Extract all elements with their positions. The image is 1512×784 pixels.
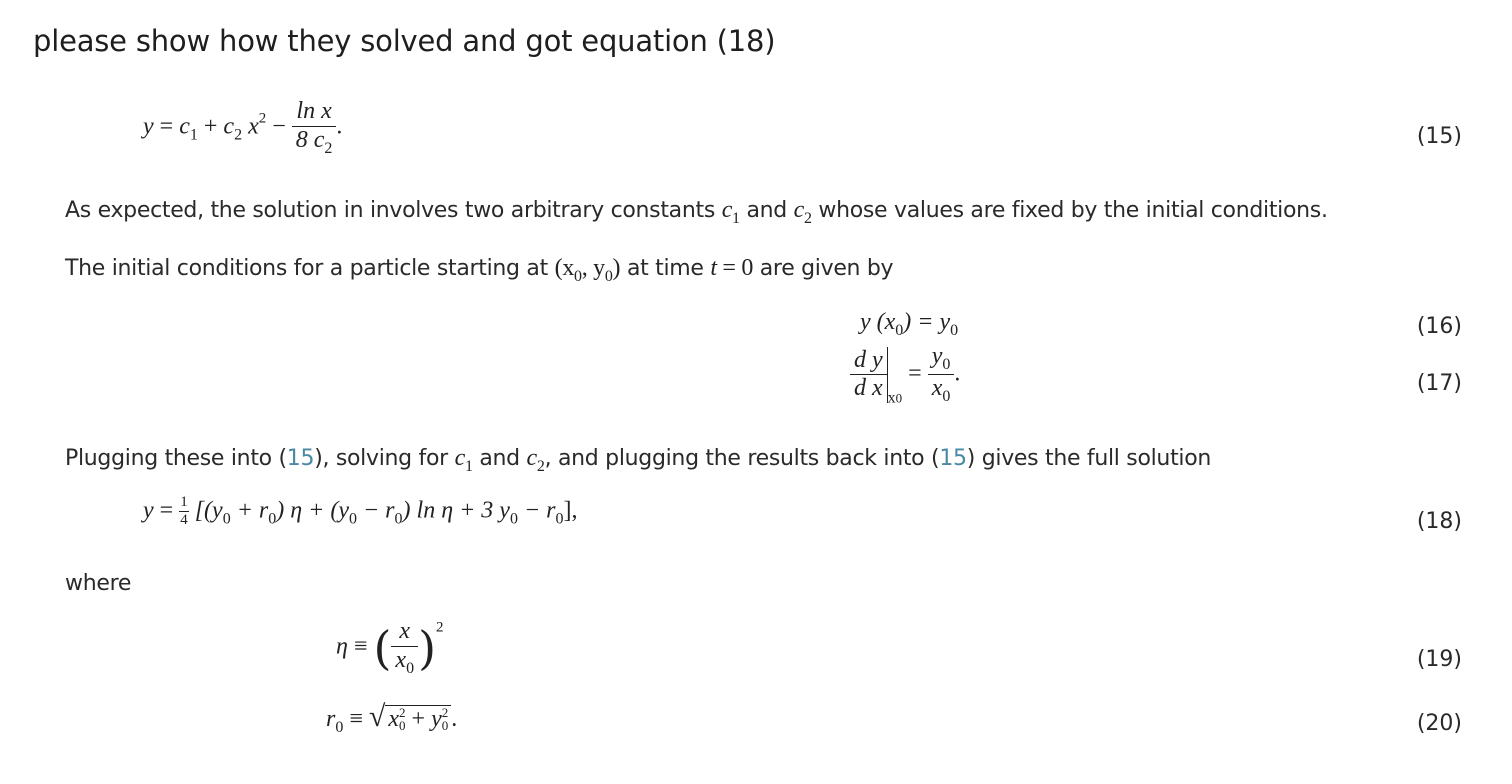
fraction-y0-over-x0: $\frac{y_0}{x_0}$ xyxy=(928,343,955,407)
equation-18: y = $\frac{1}{4}$ [$(y_0 + r_0) \eta + (y_0 - r_0)$ ln η + 3 $y_0 - r_0$], xyxy=(143,494,578,529)
paragraph-initial-conditions: The initial conditions for a particle starting at ($x_0$, $y_0$) at time t = 0 are given by xyxy=(65,255,894,285)
equation-15: $y = c_1 + c_2$ $x^2$ − $\frac{\text{ln x}}{8 c_2}$ . xyxy=(143,98,343,157)
where-label: where xyxy=(65,571,132,596)
equation-number-17: (17) xyxy=(1416,371,1462,396)
paragraph-plugging: Plugging these into (15), solving for $c_1$ and $c_2$, and plugging the results back into (15) gives the full solution xyxy=(65,445,1212,475)
equation-ref-15-link[interactable]: 15 xyxy=(286,446,315,471)
fraction-one-quarter: $\frac{1}{4}$ xyxy=(180,494,188,529)
sqrt-sign: √ xyxy=(368,700,386,733)
fraction-dy-dx: $\frac{\text{d y}}{\text{d x}}$ xyxy=(850,347,887,403)
fraction-ln-x-over-8c2: $\frac{\text{ln x}}{8 c_2}$ xyxy=(292,98,337,158)
fraction-x-over-x0: $\frac{x}{x_0}$ xyxy=(391,618,418,678)
paragraph-constants: As expected, the solution in involves two arbitrary constants $c_1$ and $c_2$ whose values are fixed by the initial conditions. xyxy=(65,197,1328,227)
equation-number-15: (15) xyxy=(1416,124,1462,149)
equation-number-20: (20) xyxy=(1416,711,1462,736)
equation-number-16: (16) xyxy=(1416,314,1462,339)
equation-number-18: (18) xyxy=(1416,509,1462,534)
equation-17: $\frac{\text{d y}}{\text{d x}}$ $_{x0}$ = $\frac{y_0}{x_0}$ . xyxy=(850,343,960,407)
equation-ref-15-link-2[interactable]: 15 xyxy=(939,446,967,471)
sqrt-radicand: x 2 0 + y 2 0 xyxy=(385,705,451,733)
equation-16: y $(x_0) = y_0$ xyxy=(860,309,959,339)
equation-20: $r_0$ ≡ √ x 2 0 + y 2 0 . xyxy=(326,700,458,736)
equation-19: η ≡ ( $\frac{x}{x_0}$ )$^2$ xyxy=(336,618,444,677)
question-text: please show how they solved and got equation (18) xyxy=(33,24,776,58)
equation-number-19: (19) xyxy=(1416,647,1462,672)
